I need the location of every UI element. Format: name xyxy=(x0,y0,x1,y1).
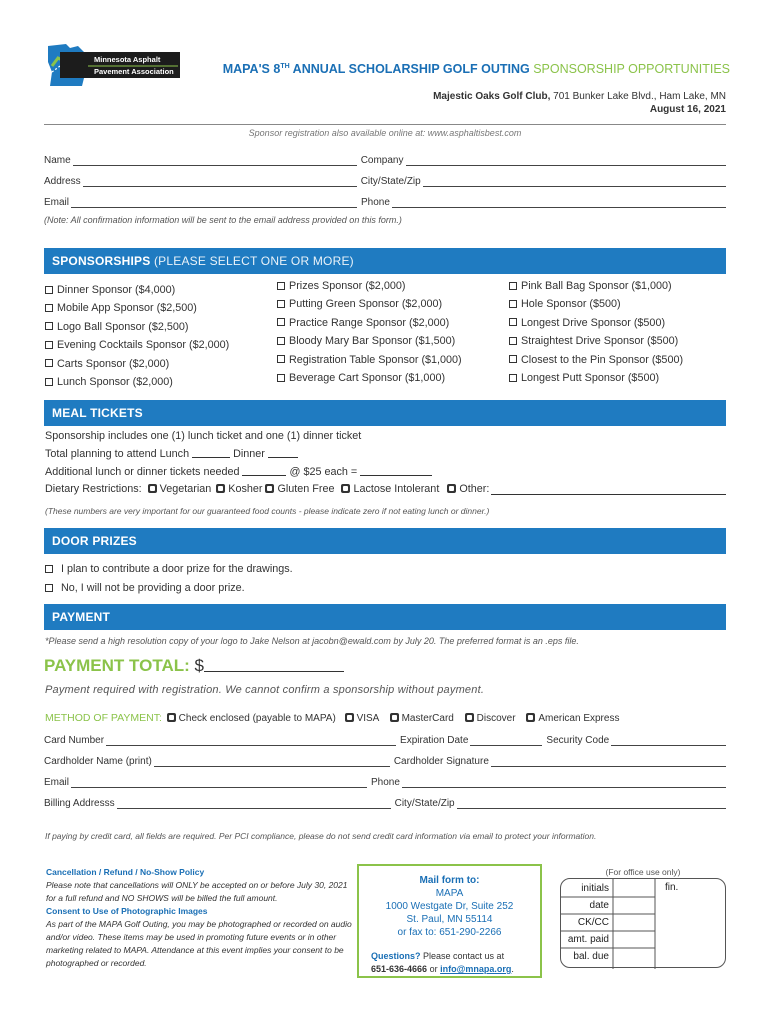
mail-line: MAPA xyxy=(435,888,464,899)
page-title: MAPA'S 8TH ANNUAL SCHOLARSHIP GOLF OUTING SPONSORSHIP OPPORTUNITIES xyxy=(222,62,730,76)
office-date-label: date xyxy=(589,900,609,911)
payment-method-option[interactable]: Discover xyxy=(463,713,516,724)
dietary-option[interactable]: Vegetarian xyxy=(146,483,212,495)
sponsor-option[interactable]: Carts Sponsor ($2,000) xyxy=(45,355,229,373)
checkbox-icon[interactable] xyxy=(45,286,53,294)
sponsor-option[interactable]: Pink Ball Bag Sponsor ($1,000) xyxy=(509,277,683,295)
meal-tickets-header: MEAL TICKETS xyxy=(44,400,726,426)
checkbox-icon[interactable] xyxy=(509,374,517,382)
dietary-other-field[interactable] xyxy=(491,485,726,495)
questions-contact: Questions? Please contact us at 651-636-4666 or info@mnapa.org. xyxy=(371,951,514,974)
dietary-row: Dietary Restrictions: Vegetarian Kosher Gluten Free Lactose Intolerant Other: xyxy=(45,483,726,495)
cardholder-row: Cardholder Name (print) Cardholder Signature xyxy=(44,753,726,767)
additional-tickets-field[interactable] xyxy=(242,466,286,476)
sponsor-option[interactable]: Putting Green Sponsor ($2,000) xyxy=(277,295,462,313)
office-bal-due-label: bal. due xyxy=(573,951,609,962)
checkbox-icon[interactable] xyxy=(167,713,176,722)
logo-text-line2: Pavement Association xyxy=(94,67,174,76)
checkbox-icon[interactable] xyxy=(390,713,399,722)
lunch-count-field[interactable] xyxy=(192,448,230,458)
card-number-row: Card Number Expiration Date Security Code xyxy=(44,732,726,746)
checkbox-icon[interactable] xyxy=(509,300,517,308)
payment-method-row: METHOD OF PAYMENT: Check enclosed (payable to MAPA) VISA MasterCard Discover American Express xyxy=(45,712,620,724)
checkbox-icon[interactable] xyxy=(45,359,53,367)
checkbox-icon[interactable] xyxy=(345,713,354,722)
email-label: Email xyxy=(44,197,70,208)
billing-row: Billing Addresss City/State/Zip xyxy=(44,795,726,809)
security-code-field[interactable] xyxy=(611,735,726,746)
cardholder-name-field[interactable] xyxy=(154,756,390,767)
door-prizes-header: DOOR PRIZES xyxy=(44,528,726,554)
checkbox-icon[interactable] xyxy=(45,378,53,386)
checkbox-icon[interactable] xyxy=(265,484,274,493)
contact-email-link[interactable]: info@mnapa.org xyxy=(440,964,512,974)
card-number-field[interactable] xyxy=(106,735,396,746)
billing-address-field[interactable] xyxy=(117,798,391,809)
name-company-row xyxy=(44,152,726,166)
address-field[interactable] xyxy=(83,176,357,187)
payment-email-field[interactable] xyxy=(71,777,367,788)
office-fin-label: fin. xyxy=(665,882,679,893)
sponsorship-column-2 xyxy=(277,277,462,387)
cardholder-signature-field[interactable] xyxy=(491,756,726,767)
food-count-note: (These numbers are very important for our guaranteed food counts - please indicate zero if not eating lunch or dinner.) xyxy=(45,506,490,516)
checkbox-icon[interactable] xyxy=(148,484,157,493)
payment-total: PAYMENT TOTAL: $ xyxy=(44,656,344,676)
office-ckcc-label: CK/CC xyxy=(577,917,609,928)
sponsor-option[interactable]: Prizes Sponsor ($2,000) xyxy=(277,277,462,295)
address-row xyxy=(44,173,726,187)
door-prize-option[interactable]: No, I will not be providing a door prize. xyxy=(45,579,293,598)
pci-note: If paying by credit card, all fields are required. Per PCI compliance, please do not send credit card information via email to protect your information. xyxy=(45,831,597,841)
sponsor-option[interactable]: Beverage Cart Sponsor ($1,000) xyxy=(277,369,462,387)
online-registration-note: Sponsor registration also available online at: www.asphaltisbest.com xyxy=(248,128,522,138)
sponsor-option[interactable]: Hole Sponsor ($500) xyxy=(509,295,683,313)
sponsor-option[interactable]: Mobile App Sponsor ($2,500) xyxy=(45,299,229,317)
photo-consent-text: As part of the MAPA Golf Outing, you may be photographed or recorded on audio and/or video. These items may be used in promoting future events or in other marketing related to MAPA. Attendance at this event implies your consent to be photographed or recorded. xyxy=(46,919,352,968)
name-field[interactable] xyxy=(73,155,357,166)
payment-method-option[interactable]: Check enclosed (payable to MAPA) xyxy=(165,713,336,724)
checkbox-icon[interactable] xyxy=(277,374,285,382)
sponsor-option[interactable]: Straightest Drive Sponsor ($500) xyxy=(509,332,683,350)
phone-label: Phone xyxy=(361,197,390,208)
door-prize-option[interactable]: I plan to contribute a door prize for the drawings. xyxy=(45,560,293,579)
dietary-option[interactable]: Gluten Free xyxy=(263,483,334,495)
contact-phone: 651-636-4666 xyxy=(371,964,428,974)
sponsor-option[interactable]: Dinner Sponsor ($4,000) xyxy=(45,281,229,299)
checkbox-icon[interactable] xyxy=(509,355,517,363)
attend-row: Total planning to attend Lunch Dinner xyxy=(45,448,298,460)
payment-required-note: Payment required with registration. We cannot confirm a sponsorship without payment. xyxy=(45,684,485,696)
payment-total-field[interactable] xyxy=(204,658,344,672)
mail-line: St. Paul, MN 55114 xyxy=(406,914,493,925)
minnesota-map-logo-icon xyxy=(44,42,182,88)
header-divider xyxy=(44,124,726,125)
door-prize-options xyxy=(45,560,293,598)
checkbox-icon[interactable] xyxy=(277,337,285,345)
checkbox-icon[interactable] xyxy=(526,713,535,722)
confirmation-note: (Note: All confirmation information will be sent to the email address provided on this form.) xyxy=(44,215,402,225)
name-label: Name xyxy=(44,155,71,166)
checkbox-icon[interactable] xyxy=(45,304,53,312)
venue-info: Majestic Oaks Golf Club, 701 Bunker Lake Blvd., Ham Lake, MN August 16, 2021 xyxy=(433,91,726,115)
office-use-heading: (For office use only) xyxy=(605,867,681,877)
checkbox-icon[interactable] xyxy=(341,484,350,493)
payment-header: PAYMENT xyxy=(44,604,726,630)
office-amt-paid-label: amt. paid xyxy=(567,934,609,945)
checkbox-icon[interactable] xyxy=(277,300,285,308)
mapa-logo xyxy=(44,42,182,88)
sponsor-option[interactable]: Registration Table Sponsor ($1,000) xyxy=(277,351,462,369)
checkbox-icon[interactable] xyxy=(277,318,285,326)
mail-line: or fax to: 651-290-2266 xyxy=(397,927,502,938)
photo-consent-heading: Consent to Use of Photographic Images xyxy=(46,906,208,916)
billing-city-field[interactable] xyxy=(457,798,726,809)
checkbox-icon[interactable] xyxy=(216,484,225,493)
checkbox-icon[interactable] xyxy=(509,337,517,345)
sponsor-option[interactable]: Bloody Mary Bar Sponsor ($1,500) xyxy=(277,332,462,350)
dietary-option[interactable]: Kosher xyxy=(214,483,262,495)
sponsor-option[interactable]: Practice Range Sponsor ($2,000) xyxy=(277,314,462,332)
payment-phone-field[interactable] xyxy=(402,777,726,788)
checkbox-icon[interactable] xyxy=(465,713,474,722)
checkbox-icon[interactable] xyxy=(447,484,456,493)
phone-field[interactable] xyxy=(392,197,726,208)
checkbox-icon[interactable] xyxy=(277,355,285,363)
payment-email-row: Email Phone xyxy=(44,774,726,788)
sponsorship-column-3 xyxy=(509,277,683,387)
company-label: Company xyxy=(360,155,404,166)
sponsor-option[interactable]: Closest to the Pin Sponsor ($500) xyxy=(509,351,683,369)
mail-form-box xyxy=(357,864,542,978)
additional-total-field[interactable] xyxy=(360,466,432,476)
payment-method-option[interactable]: American Express xyxy=(524,713,619,724)
cancellation-text: Please note that cancellations will ONLY be accepted on or before July 30, 2021 for a full refund and NO SHOWS will be billed the full amount. xyxy=(46,880,348,903)
dinner-count-field[interactable] xyxy=(268,448,298,458)
company-field[interactable] xyxy=(406,155,727,166)
expiration-field[interactable] xyxy=(470,735,542,746)
checkbox-icon[interactable] xyxy=(45,584,53,592)
sponsor-option[interactable]: Lunch Sponsor ($2,000) xyxy=(45,373,229,391)
sponsorship-column-1 xyxy=(45,281,229,391)
email-field[interactable] xyxy=(71,197,357,208)
policy-section xyxy=(46,866,352,970)
city-state-zip-field[interactable] xyxy=(423,176,726,187)
sponsor-option[interactable]: Evening Cocktails Sponsor ($2,000) xyxy=(45,336,229,354)
office-initials-label: initials xyxy=(581,883,609,894)
address-label: Address xyxy=(44,176,81,187)
checkbox-icon[interactable] xyxy=(45,341,53,349)
checkbox-icon[interactable] xyxy=(45,322,53,330)
meal-included-text: Sponsorship includes one (1) lunch ticket and one (1) dinner ticket xyxy=(45,430,362,442)
logo-text-line1: Minnesota Asphalt xyxy=(94,55,161,64)
checkbox-icon[interactable] xyxy=(509,318,517,326)
checkbox-icon[interactable] xyxy=(277,282,285,290)
city-state-zip-label: City/State/Zip xyxy=(360,176,421,187)
payment-method-option[interactable]: VISA xyxy=(343,713,379,724)
email-phone-row xyxy=(44,194,726,208)
cancellation-heading: Cancellation / Refund / No-Show Policy xyxy=(46,867,205,877)
sponsor-option[interactable]: Longest Drive Sponsor ($500) xyxy=(509,314,683,332)
dietary-option[interactable]: Other: xyxy=(445,483,489,495)
additional-tickets-row: Additional lunch or dinner tickets needed @ $25 each = xyxy=(45,466,432,478)
checkbox-icon[interactable] xyxy=(509,282,517,290)
sponsorships-header: SPONSORSHIPS (PLEASE SELECT ONE OR MORE) xyxy=(44,248,726,274)
sponsor-option[interactable]: Logo Ball Sponsor ($2,500) xyxy=(45,318,229,336)
office-use-box xyxy=(560,878,726,968)
mail-heading: Mail form to: xyxy=(419,875,480,886)
payment-method-option[interactable]: MasterCard xyxy=(388,713,454,724)
checkbox-icon[interactable] xyxy=(45,565,53,573)
mail-line: 1000 Westgate Dr, Suite 252 xyxy=(385,901,514,912)
logo-note: *Please send a high resolution copy of your logo to Jake Nelson at jacobn@ewald.com by July 20. The preferred format is an .eps file. xyxy=(45,636,579,646)
sponsor-option[interactable]: Longest Putt Sponsor ($500) xyxy=(509,369,683,387)
dietary-option[interactable]: Lactose Intolerant xyxy=(339,483,439,495)
